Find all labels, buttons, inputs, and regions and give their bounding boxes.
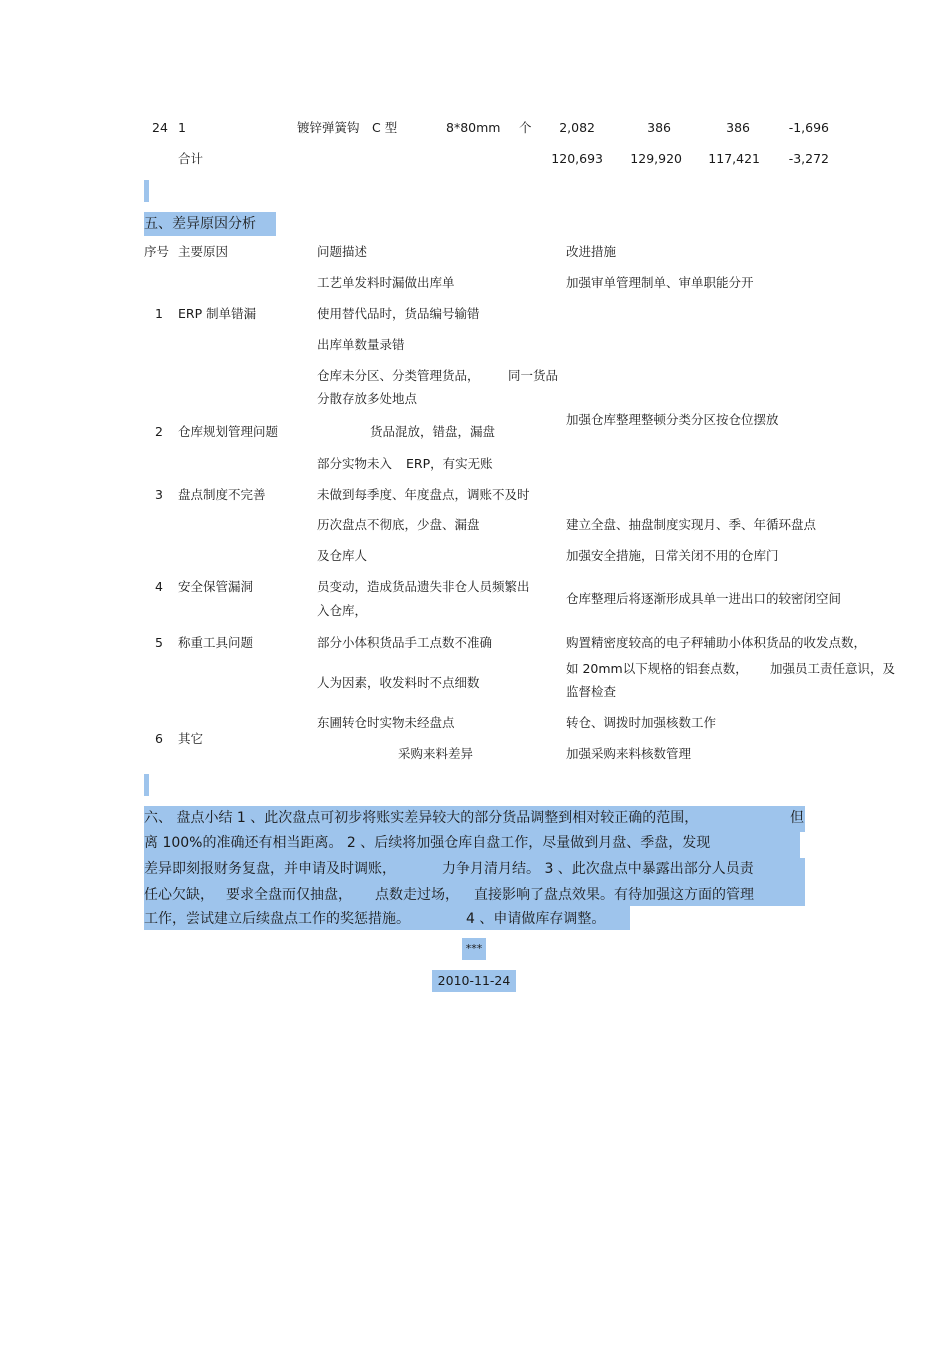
summary-line: 要求全盘而仅抽盘， (226, 887, 352, 903)
summary-line: 任心欠缺， (144, 887, 214, 903)
group-desc: 仓库未分区、分类管理货品， (317, 368, 480, 383)
summary-line: 离 100%的准确还有相当距离。 2 、后续将加强仓库自盘工作，尽量做到月盘、季盘，发现 (144, 835, 711, 851)
summary-line: 差异即刻报财务复盘，并申请及时调账， (144, 861, 396, 877)
group-no: 1 (155, 306, 163, 321)
group-cause: ERP 制单错漏 (178, 306, 257, 321)
group-desc: 未做到每季度、年度盘点，调账不及时 (317, 487, 530, 502)
group-cause: 称重工具问题 (178, 635, 254, 650)
value-3: 386 (726, 120, 750, 135)
group-cause: 仓库规划管理问题 (178, 424, 279, 439)
group-desc: 部分小体积货品手工点数不准确 (317, 635, 493, 650)
group-cause: 其它 (178, 731, 204, 746)
header-no: 序号 (144, 244, 170, 259)
group-measure: 加强安全措施，日常关闭不用的仓库门 (566, 548, 779, 563)
value-1: 2,082 (559, 120, 595, 135)
header-cause: 主要原因 (178, 244, 229, 259)
section-5-title: 五、差异原因分析 (144, 212, 276, 236)
summary-line: 六、 盘点小结 1 、此次盘点可初步将账实差异较大的部分货品调整到相对较正确的范围， (144, 810, 699, 826)
item-name: 镀锌弹簧钩 (297, 120, 360, 135)
group-desc: 部分实物未入 (317, 456, 393, 471)
total-value-2: 129,920 (630, 151, 682, 166)
group-desc: 货品混放，错盘，漏盘 (370, 424, 496, 439)
group-measure: 仓库整理后将逐渐形成具单一进出口的较密闭空间 (566, 591, 842, 606)
group-cause: 安全保管漏洞 (178, 579, 254, 594)
group-desc: 使用替代品时，货品编号输错 (317, 306, 480, 321)
item-unit: 个 (519, 120, 532, 135)
group-desc: 东圃转仓时实物未经盘点 (317, 715, 455, 730)
group-no: 4 (155, 579, 163, 594)
group-desc: 人为因素，收发料时不点细数 (317, 675, 480, 690)
group-desc: 分散存放多处地点 (317, 391, 418, 406)
group-desc: 员变动，造成货品遗失非仓人员频繁出 (317, 579, 530, 594)
group-desc: ERP，有实无账 (406, 456, 493, 471)
group-desc: 采购来料差异 (398, 746, 474, 761)
group-measure: 如 20mm以下规格的铝套点数， (566, 661, 748, 676)
value-2: 386 (647, 120, 671, 135)
header-measure: 改进措施 (566, 244, 617, 259)
summary-line: 但 (790, 810, 804, 826)
summary-line: 4 、申请做库存调整。 (466, 911, 606, 927)
header-desc: 问题描述 (317, 244, 368, 259)
group-measure: 加强仓库整理整顿分类分区按仓位摆放 (566, 412, 779, 427)
group-measure: 加强员工责任意识，及 (770, 661, 896, 676)
group-measure: 加强审单管理制单、审单职能分开 (566, 275, 754, 290)
group-no: 6 (155, 731, 163, 746)
highlight-marker (144, 180, 149, 202)
summary-line: 力争月清月结。 3 、此次盘点中暴露出部分人员责 (442, 861, 754, 877)
signature: *** (462, 938, 486, 960)
group-no: 5 (155, 635, 163, 650)
group-measure: 购置精密度较高的电子秤辅助小体积货品的收发点数， (566, 635, 867, 650)
group-no: 2 (155, 424, 163, 439)
row-index: 24 (152, 120, 168, 135)
group-desc: 及仓库人 (317, 548, 368, 563)
group-desc: 出库单数量录错 (317, 337, 405, 352)
group-desc: 入仓库， (317, 603, 368, 618)
value-4: -1,696 (788, 120, 829, 135)
row-sub-index: 1 (178, 120, 186, 135)
summary-line: 直接影响了盘点效果。有待加强这方面的管理 (474, 887, 754, 903)
item-model: C 型 (372, 120, 398, 135)
report-date: 2010-11-24 (432, 970, 516, 992)
total-value-3: 117,421 (708, 151, 760, 166)
total-label: 合计 (178, 151, 204, 166)
highlight-marker (144, 774, 149, 796)
group-measure: 加强采购来料核数管理 (566, 746, 692, 761)
group-no: 3 (155, 487, 163, 502)
group-measure: 建立全盘、抽盘制度实现月、季、年循环盘点 (566, 517, 817, 532)
item-spec: 8*80mm (446, 120, 501, 135)
group-desc: 工艺单发料时漏做出库单 (317, 275, 455, 290)
total-value-1: 120,693 (551, 151, 603, 166)
group-desc: 同一货品 (508, 368, 559, 383)
total-value-4: -3,272 (788, 151, 829, 166)
group-desc: 历次盘点不彻底，少盘、漏盘 (317, 517, 480, 532)
group-measure: 监督检查 (566, 684, 617, 699)
group-cause: 盘点制度不完善 (178, 487, 266, 502)
group-measure: 转仓、调拨时加强核数工作 (566, 715, 717, 730)
summary-line: 工作，尝试建立后续盘点工作的奖惩措施。 (144, 911, 410, 927)
summary-line: 点数走过场， (375, 887, 459, 903)
